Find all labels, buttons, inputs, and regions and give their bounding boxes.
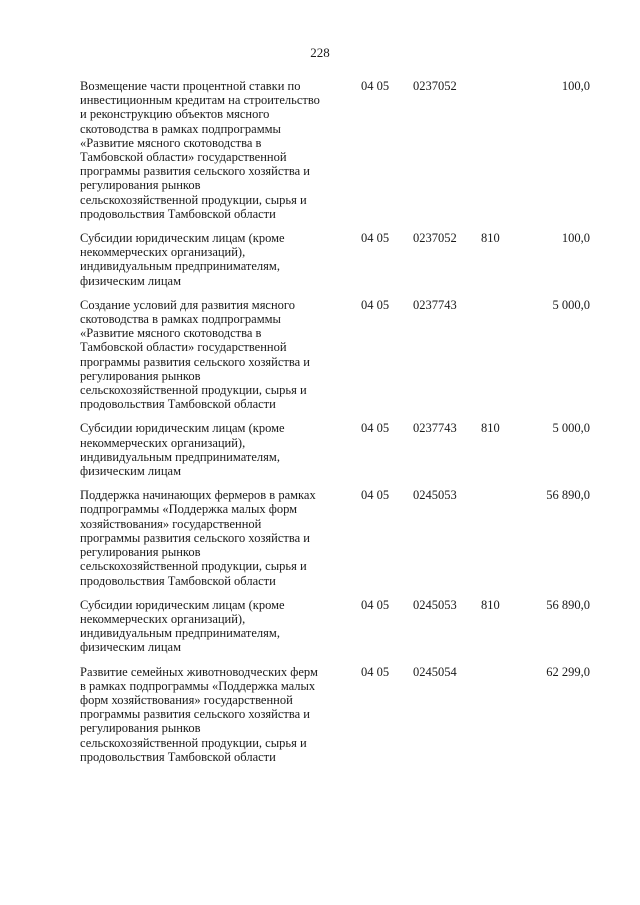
row-target-article: 0237743 <box>413 297 457 312</box>
page-number: 228 <box>310 45 330 60</box>
row-target-article: 0245053 <box>413 597 457 612</box>
row-target-article: 0245054 <box>413 664 457 679</box>
row-section: 04 05 <box>361 421 390 436</box>
table-row <box>80 665 590 764</box>
row-section: 04 05 <box>361 597 390 612</box>
table-row <box>80 79 590 221</box>
row-expense-type: 810 <box>481 597 500 612</box>
row-description: Субсидии юридическим лицам (кроме некоммерческих организаций), индивидуальным предпринимателям, физическим лицам <box>80 597 285 655</box>
table-row <box>80 421 590 478</box>
row-expense-type: 810 <box>481 421 500 436</box>
row-description: Субсидии юридическим лицам (кроме некоммерческих организаций), индивидуальным предпринимателям, физическим лицам <box>80 421 285 479</box>
row-target-article: 0237052 <box>413 231 457 246</box>
row-amount: 56 890,0 <box>546 488 590 503</box>
row-description: Возмещение части процентной ставки по инвестиционным кредитам на строительство и реконструкцию объектов мясного скотоводства в рамках подпрограммы «Развитие мясного скотоводства в Тамбовской области» государственной программы развития сельского хозяйства и регулирования рынков сельскохозяйственной продукции, сырья и продовольствия Тамбовской области <box>80 79 320 221</box>
row-target-article: 0245053 <box>413 488 457 503</box>
budget-table <box>80 79 590 774</box>
row-amount: 56 890,0 <box>546 597 590 612</box>
row-description: Поддержка начинающих фермеров в рамках подпрограммы «Поддержка малых форм хозяйствования» государственной программы развития сельского хозяйства и регулирования рынков сельскохозяйственной продукции, сырья и продовольствия Тамбовской области <box>80 488 316 588</box>
row-target-article: 0237743 <box>413 421 457 436</box>
row-description: Субсидии юридическим лицам (кроме некоммерческих организаций), индивидуальным предпринимателям, физическим лицам <box>80 231 285 288</box>
row-amount: 5 000,0 <box>552 421 590 436</box>
row-description: Создание условий для развития мясного скотоводства в рамках подпрограммы «Развитие мясного скотоводства в Тамбовской области» государственной программы развития сельского хозяйства и регулирования рынков сельскохозяйственной продукции, сырья и продовольствия Тамбовской области <box>80 297 310 412</box>
row-amount: 62 299,0 <box>546 664 590 679</box>
table-row <box>80 298 590 412</box>
row-amount: 100,0 <box>561 79 590 93</box>
row-section: 04 05 <box>361 488 390 503</box>
row-expense-type: 810 <box>481 231 500 246</box>
table-row <box>80 598 590 655</box>
row-description: Развитие семейных животноводческих ферм в рамках подпрограммы «Поддержка малых форм хозяйствования» государственной программы развития сельского хозяйства и регулирования рынков сельскохозяйственной продукции, сырья и продовольствия Тамбовской области <box>80 664 318 764</box>
row-amount: 100,0 <box>561 231 590 246</box>
table-row <box>80 488 590 587</box>
row-section: 04 05 <box>361 297 390 312</box>
row-section: 04 05 <box>361 79 390 93</box>
row-section: 04 05 <box>361 231 390 246</box>
row-amount: 5 000,0 <box>552 297 590 312</box>
table-row <box>80 231 590 288</box>
row-target-article: 0237052 <box>413 79 457 93</box>
row-section: 04 05 <box>361 664 390 679</box>
